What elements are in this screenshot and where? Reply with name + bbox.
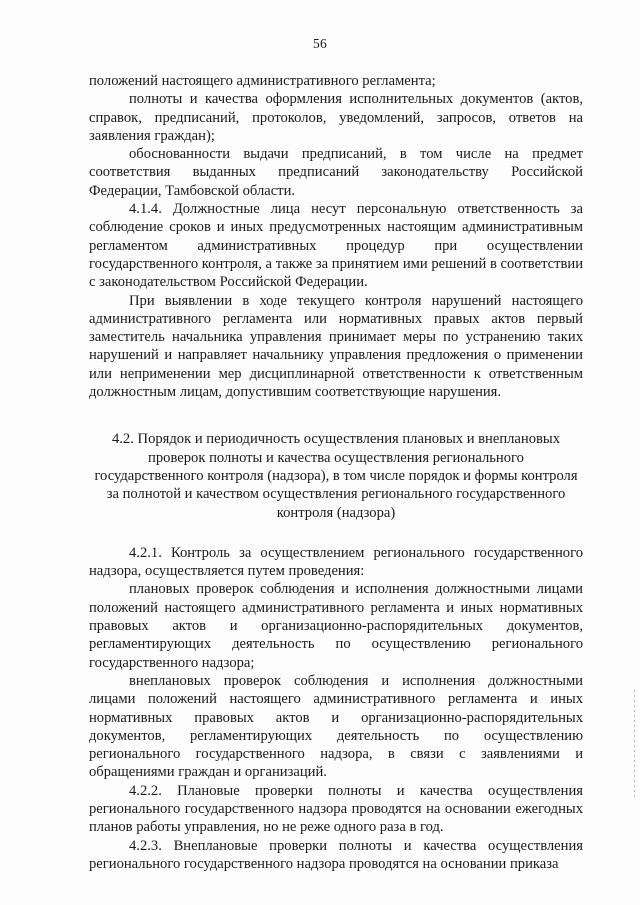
spacer (89, 401, 583, 430)
paragraph: 4.2.2. Плановые проверки полноты и качества осуществления регионального государственного надзора проводятся на основании ежегодных планов работы управления, но не реже одного раза в год. (89, 782, 583, 836)
paragraph: 4.2.1. Контроль за осуществлением регионального государственного надзора, осуществляется путем проведения: (89, 544, 583, 580)
paragraph: 4.2.3. Внеплановые проверки полноты и качества осуществления регионального государственного надзора проводятся на основании приказа (89, 837, 583, 872)
paragraph: плановых проверок соблюдения и исполнения должностными лицами положений настоящего административного регламента и иных нормативных правовых актов и организационно-распорядительных документов, регламентирующих деятельность по осуществлению регионального государственного надзора; (89, 581, 583, 671)
paragraph: При выявлении в ходе текущего контроля нарушений настоящего административного регламента или нормативных правых актов первый заместитель начальника управления принимает меры по устранению таких нарушений и направляет начальнику управления предложения о применении или неприменении мер дисциплинарной ответственности к ответственным должностным лицам, допустившим соответствующие нарушения. (89, 292, 583, 401)
scan-edge-mark (634, 690, 635, 800)
paragraph: 4.1.4. Должностные лица несут персональную ответственность за соблюдение сроков и иных предусмотренных настоящим административным регламентом административных процедур при осуществлении государственного контроля, а также за принятием ими решений в соответствии с законодательством Российской Федерации. (89, 201, 583, 291)
paragraph: обоснованности выдачи предписаний, в том числе на предмет соответствия выданных предписаний законодательству Российской Федерации, Тамбовской области. (89, 146, 583, 199)
spacer (89, 522, 583, 544)
page-number: 56 (312, 36, 328, 51)
paragraph: полноты и качества оформления исполнительных документов (актов, справок, предписаний, протоколов, уведомлений, запросов, ответов на заявления граждан); (89, 91, 583, 144)
document-body (89, 72, 583, 873)
paragraph: внеплановых проверок соблюдения и исполнения должностными лицами положений настоящего административного регламента и иных нормативных правовых актов и организационно-распорядительных документов, регламентирующих деятельность по осуществлению регионального государственного надзора, в связи с заявлениями и обращениями граждан и организаций. (89, 672, 583, 781)
paragraph: положений настоящего административного регламента; (89, 73, 436, 89)
section-heading: 4.2. Порядок и периодичность осуществления плановых и внеплановых проверок полноты и качества осуществления регионального государственного контроля (надзора), в том числе порядок и формы контроля за полнотой и качеством осуществления регионального государственного контроля (надзора) (94, 431, 578, 521)
